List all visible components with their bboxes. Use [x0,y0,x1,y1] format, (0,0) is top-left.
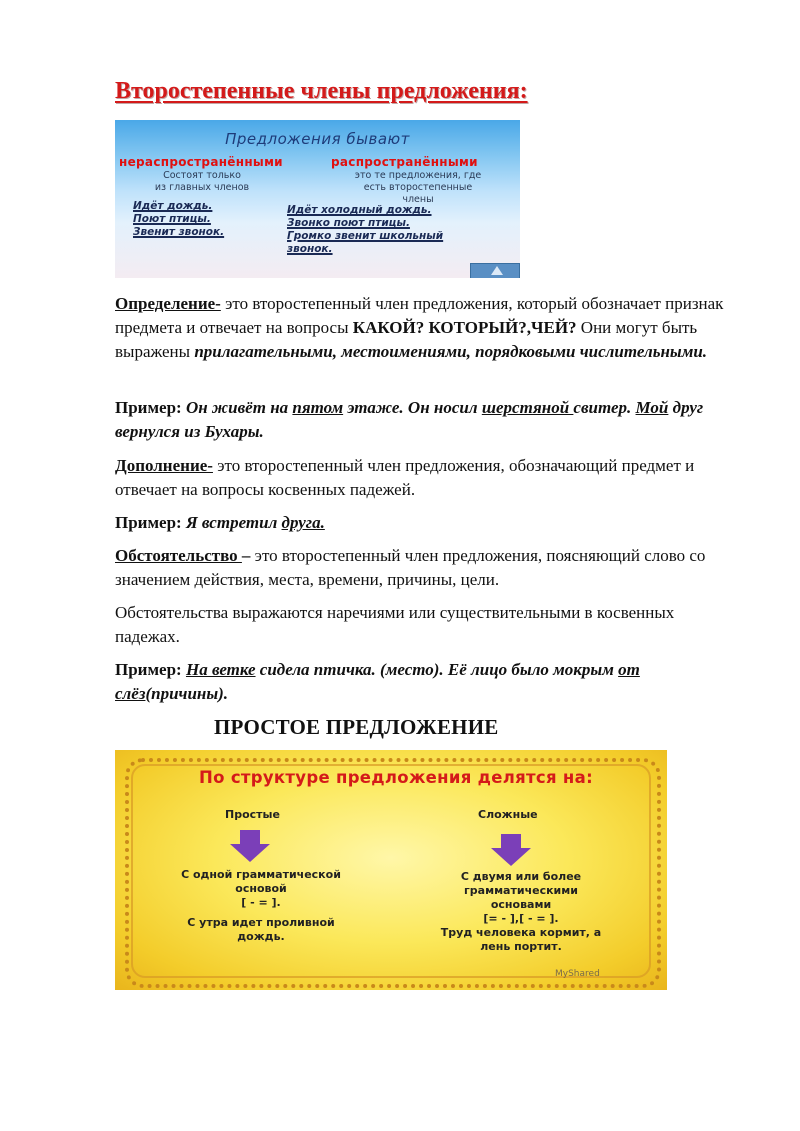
example-line: Идёт холодный дождь. [287,204,432,216]
text-line: [= - ],[ - = ]. [483,912,559,925]
example-paragraph-1 [115,396,755,444]
example-text: свитер. [573,398,636,417]
example-paragraph-2 [115,511,755,535]
example-label: Пример: [115,398,182,417]
example-label: Пример: [115,660,182,679]
simple-description [151,868,371,944]
text-line: грамматическими [464,884,578,897]
example-text: друг вернулся из Бухары. [115,398,704,441]
object-term: Дополнение- [115,456,213,475]
example-line: Звонко поют птицы. [287,217,410,229]
example-underlined: шерстяной [481,398,574,417]
example-underlined: На ветке [185,660,256,679]
text-line: основами [490,898,552,911]
example-label: Пример: [115,513,182,532]
example-text: (причины). [145,684,229,703]
adverbial-dash: – [241,546,251,565]
extended-description [333,170,503,206]
complex-description [411,870,631,954]
simple-label: Простые [225,808,280,821]
extended-examples [287,204,443,256]
text-line: лень портит. [480,940,562,953]
adverbial-note: Обстоятельства выражаются наречиями или существительными в косвенных падежах. [115,603,675,646]
adverbial-term: Обстоятельство [115,546,242,565]
desc-line: члены [402,194,434,205]
slide-nav-button[interactable] [470,263,520,278]
text-line: С утра идет проливной [187,916,335,929]
text-line: дождь. [237,930,285,943]
example-underlined: друга. [281,513,325,532]
desc-line: есть второстепенные [363,182,473,193]
adverbial-text: это второстепенный член предложения, поясняющий слово со значением действия, места, времени, причины, цели. [115,546,706,589]
example-text: сидела птичка. (место). Её лицо было мокрым [255,660,619,679]
definition-questions: КАКОЙ? КОТОРЫЙ?,ЧЕЙ? [352,318,577,337]
text-line: С двумя или более [460,870,582,883]
desc-line: Состоят только [163,170,241,181]
down-arrow-icon [489,834,533,866]
example-text: этаже. Он носил [343,398,482,417]
slide-sentence-structure [115,750,667,990]
definition-term: Определение- [115,294,221,313]
object-paragraph [115,454,755,502]
text-line: Труд человека кормит, а [440,926,602,939]
slide-sentence-types [115,120,520,278]
desc-line: это те предложения, где [354,170,482,181]
slide-title: Предложения бывают [225,130,410,148]
example-line: Громко звенит школьный [287,230,444,242]
definition-text-2: Они могут быть выражены [115,318,698,361]
example-paragraph-3 [115,658,715,706]
example-line: Идёт дождь. [133,200,213,212]
example-line: звонок. [287,243,333,255]
definition-paragraph [115,292,755,364]
unextended-examples [133,200,224,239]
example-underlined: Мой [635,398,669,417]
example-text: Он живёт на [181,398,293,417]
text-line: основой [235,882,287,895]
adverbial-paragraph [115,544,755,592]
example-underlined: пятом [292,398,344,417]
example-line: Звенит звонок. [133,226,225,238]
page-title: Второстепенные члены предложения: [115,78,528,104]
definition-text: это второстепенный член предложения, который обозначает признак предмета и отвечает на вопросы [115,294,724,337]
text-line: С одной грамматической [181,868,341,881]
category-unextended: нераспространёнными [119,155,283,169]
watermark: MyShared [555,969,600,979]
example-underlined: от слёз [115,660,640,703]
object-text: это второстепенный член предложения, обозначающий предмет и отвечает на вопросы косвенных падежей. [115,456,695,499]
category-extended: распространёнными [331,155,478,169]
slide-title: По структуре предложения делятся на: [199,768,593,787]
example-text: Я встретил [181,513,282,532]
unextended-description [137,170,267,194]
example-line: Поют птицы. [133,213,211,225]
desc-line: из главных членов [154,182,250,193]
definition-expressed: прилагательными, местоимениями, порядковыми числительными. [194,342,708,361]
section-title: ПРОСТОЕ ПРЕДЛОЖЕНИЕ [214,715,499,739]
down-arrow-icon [228,830,272,862]
text-line: [ - = ]. [241,896,281,909]
complex-label: Сложные [478,808,538,821]
